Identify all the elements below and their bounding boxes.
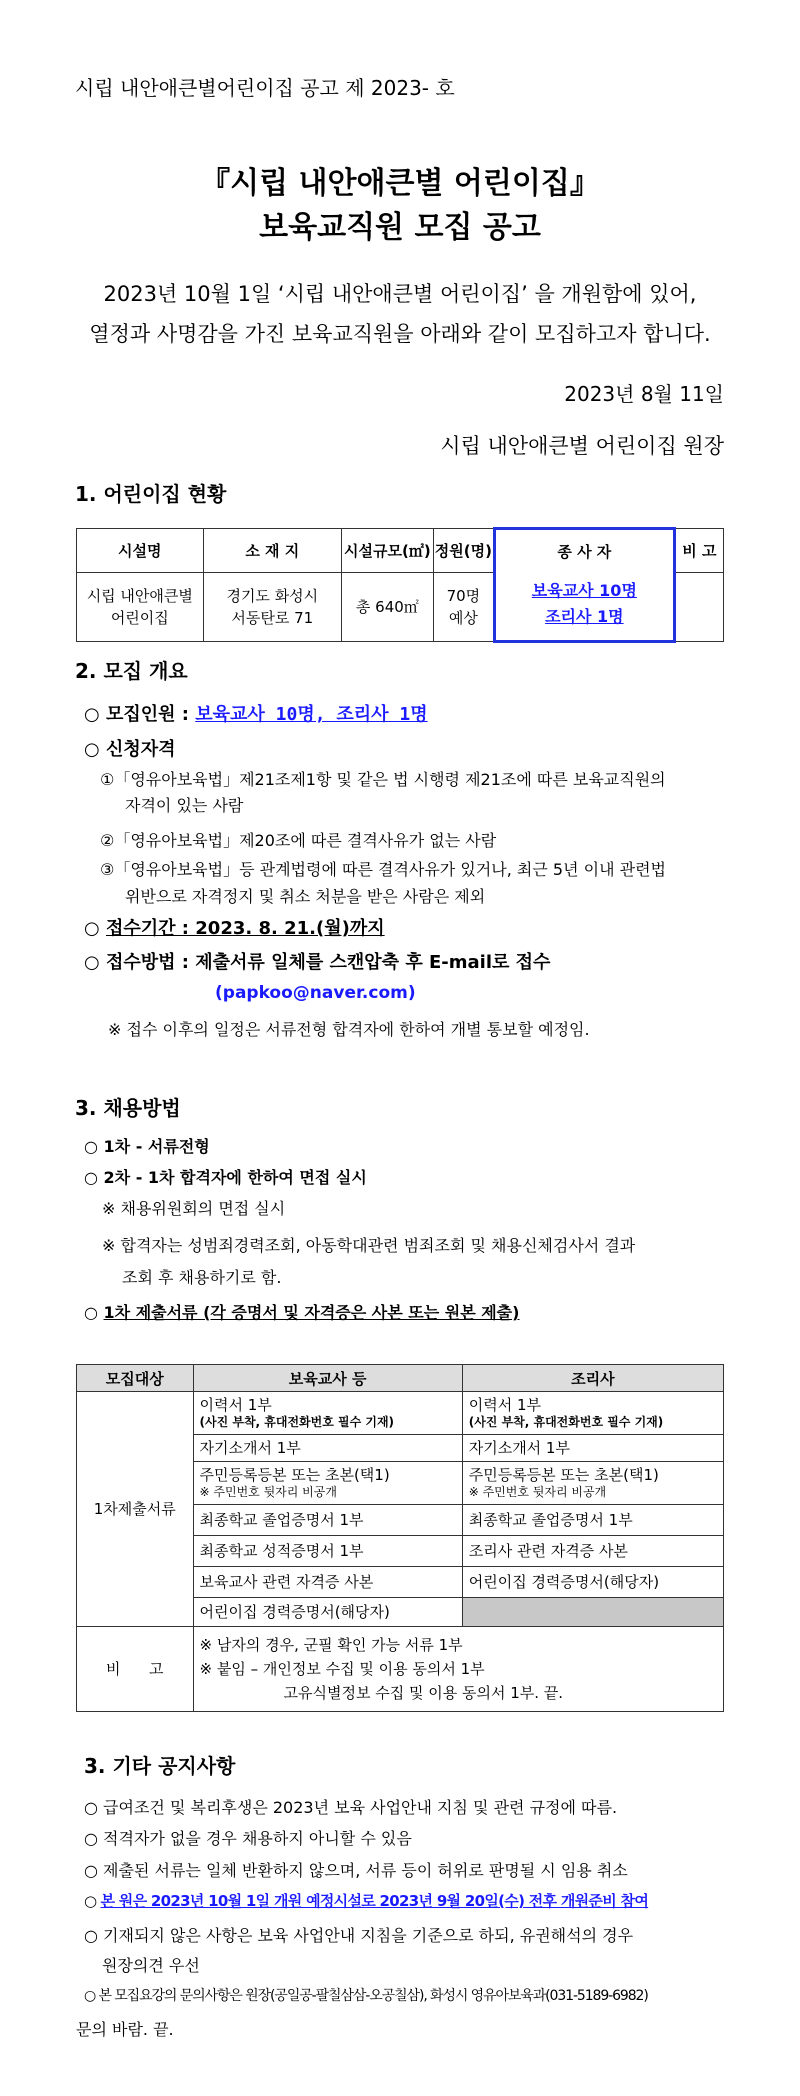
empty-cell (462, 1598, 723, 1627)
col-header: 보육교사 등 (193, 1365, 462, 1392)
table-row (77, 1392, 724, 1435)
misc-line-3: ○ 제출된 서류는 일체 반환하지 않으며, 서류 등이 허위로 판명될 시 임용 취소 (84, 1861, 628, 1880)
doc-cell: 자기소개서 1부 (193, 1435, 462, 1462)
required-docs-table (76, 1364, 724, 1712)
signature: 시립 내안애큰별 어린이집 원장 (440, 434, 724, 458)
qualification-3a: ③「영유아보육법」등 관계법령에 따른 결격사유가 있거나, 최근 5년 이내 관련법 (100, 860, 666, 879)
doc-cell: 주민등록등본 또는 초본(택1) ※ 주민번호 뒷자리 비공개 (193, 1462, 462, 1505)
doc-cell: 이력서 1부 (사진 부착, 휴대전화번호 필수 기재) (462, 1392, 723, 1435)
intro-line-1: 2023년 10월 1일 ‘시립 내안애큰별 어린이집’ 을 개원함에 있어, (103, 282, 697, 306)
doc-cell: 이력서 1부 (사진 부착, 휴대전화번호 필수 기재) (193, 1392, 462, 1435)
facility-capacity: 70명 예상 (433, 572, 494, 642)
table-header-row (77, 1365, 724, 1392)
doc-cell: 주민등록등본 또는 초본(택1) ※ 주민번호 뒷자리 비공개 (462, 1462, 723, 1505)
col-header: 소 재 지 (203, 529, 341, 573)
qualification-1b: 자격이 있는 사람 (125, 796, 244, 815)
title-line-2: 보육교직원 모집 공고 (259, 210, 541, 245)
doc-cell: 자기소개서 1부 (462, 1435, 723, 1462)
doc-cell: 어린이집 경력증명서(해당자) (193, 1598, 462, 1627)
table-row (77, 572, 724, 642)
misc-line-6a: ○ 본 모집요강의 문의사항은 원장(공일공-팔칠삼삼-오공칠삼), 화성시 영유아보육과(031-5189-6982) (84, 1988, 648, 2004)
step-2: ○ 2차 - 1차 합격자에 한하여 면접 실시 (84, 1168, 367, 1187)
notice-number: 시립 내안애큰별어린이집 공고 제 2023- 호 (75, 76, 455, 100)
required-docs-title: ○ 1차 제출서류 (각 증명서 및 자격증은 사본 또는 원본 제출) (84, 1303, 520, 1322)
doc-cell: 최종학교 졸업증명서 1부 (462, 1505, 723, 1536)
misc-line-1: ○ 급여조건 및 복리후생은 2023년 보육 사업안내 지침 및 관련 규정에 따름. (84, 1798, 618, 1817)
background-check-note-a: ※ 합격자는 성범죄경력조회, 아동학대관련 범죄조회 및 채용신체검사서 결과 (102, 1236, 636, 1255)
application-method: ○ 접수방법 : 제출서류 일체를 스캔압축 후 E-mail로 접수 (84, 952, 551, 973)
col-header: 시설명 (77, 529, 204, 573)
col-header: 비 고 (674, 529, 723, 573)
col-header: 조리사 (462, 1365, 723, 1392)
facility-address: 경기도 화성시 서동탄로 71 (203, 572, 341, 642)
col-header: 시설규모(㎡) (342, 529, 434, 573)
title-line-1: 『시립 내안애큰별 어린이집』 (200, 166, 600, 201)
facility-status-table (76, 527, 724, 643)
notice-date: 2023년 8월 11일 (564, 382, 724, 406)
remark-label: 비 고 (77, 1627, 194, 1712)
table-header-row (77, 529, 724, 573)
qualification-3b: 위반으로 자격정지 및 취소 처분을 받은 사람은 제외 (125, 887, 486, 906)
qualification-2: ②「영유아보육법」제20조에 따른 결격사유가 없는 사람 (100, 831, 497, 850)
col-header-staff: 종 사 자 (495, 529, 675, 573)
col-header: 모집대상 (77, 1365, 194, 1392)
misc-line-2: ○ 적격자가 없을 경우 채용하지 아니할 수 있음 (84, 1829, 412, 1848)
facility-note (674, 572, 723, 642)
section-2-heading: 2. 모집 개요 (75, 659, 188, 683)
table-row (77, 1627, 724, 1712)
application-period: ○ 접수기간 : 2023. 8. 21.(월)까지 (84, 918, 385, 939)
group-label: 1차제출서류 (77, 1392, 194, 1627)
step-1: ○ 1차 - 서류전형 (84, 1137, 210, 1156)
application-note: ※ 접수 이후의 일정은 서류전형 합격자에 한하여 개별 통보할 예정임. (108, 1020, 590, 1039)
facility-staff: 보육교사 10명 조리사 1명 (495, 572, 675, 642)
intro-line-2: 열정과 사명감을 가진 보육교직원을 아래와 같이 모집하고자 합니다. (89, 322, 711, 346)
interview-note: ※ 채용위원회의 면접 실시 (102, 1199, 286, 1218)
section-3-heading: 3. 채용방법 (75, 1096, 181, 1120)
doc-cell: 최종학교 졸업증명서 1부 (193, 1505, 462, 1536)
misc-line-4: ○ 본 원은 2023년 10월 1일 개원 예정시설로 2023년 9월 20일(수) 전후 개원준비 참여 (84, 1892, 649, 1910)
facility-size: 총 640㎡ (342, 572, 434, 642)
facility-name: 시립 내안애큰별 어린이집 (77, 572, 204, 642)
recruit-count: ○ 모집인원 : 보육교사 10명, 조리사 1명 (84, 704, 428, 725)
misc-line-5a: ○ 기재되지 않은 사항은 보육 사업안내 지침을 기준으로 하되, 유권해석의 경우 (84, 1926, 634, 1945)
misc-line-6b: 문의 바람. 끝. (76, 2020, 174, 2039)
qualification-heading: ○ 신청자격 (84, 739, 176, 760)
doc-cell: 보육교사 관련 자격증 사본 (193, 1567, 462, 1598)
col-header: 정원(명) (433, 529, 494, 573)
qualification-1a: ①「영유아보육법」제21조제1항 및 같은 법 시행령 제21조에 따른 보육교직원의 (100, 770, 666, 789)
background-check-note-b: 조회 후 채용하기로 함. (122, 1268, 282, 1287)
section-4-heading: 3. 기타 공지사항 (84, 1754, 236, 1778)
doc-cell: 어린이집 경력증명서(해당자) (462, 1567, 723, 1598)
remark-cell: ※ 남자의 경우, 군필 확인 가능 서류 1부 ※ 붙임 – 개인정보 수집 및 이용 동의서 1부 고유식별정보 수집 및 이용 동의서 1부. 끝. (193, 1627, 723, 1712)
application-email[interactable]: (papkoo@naver.com) (215, 983, 416, 1003)
doc-cell: 최종학교 성적증명서 1부 (193, 1536, 462, 1567)
doc-cell: 조리사 관련 자격증 사본 (462, 1536, 723, 1567)
section-1-heading: 1. 어린이집 현황 (75, 482, 227, 506)
misc-line-5b: 원장의견 우선 (102, 1956, 200, 1975)
